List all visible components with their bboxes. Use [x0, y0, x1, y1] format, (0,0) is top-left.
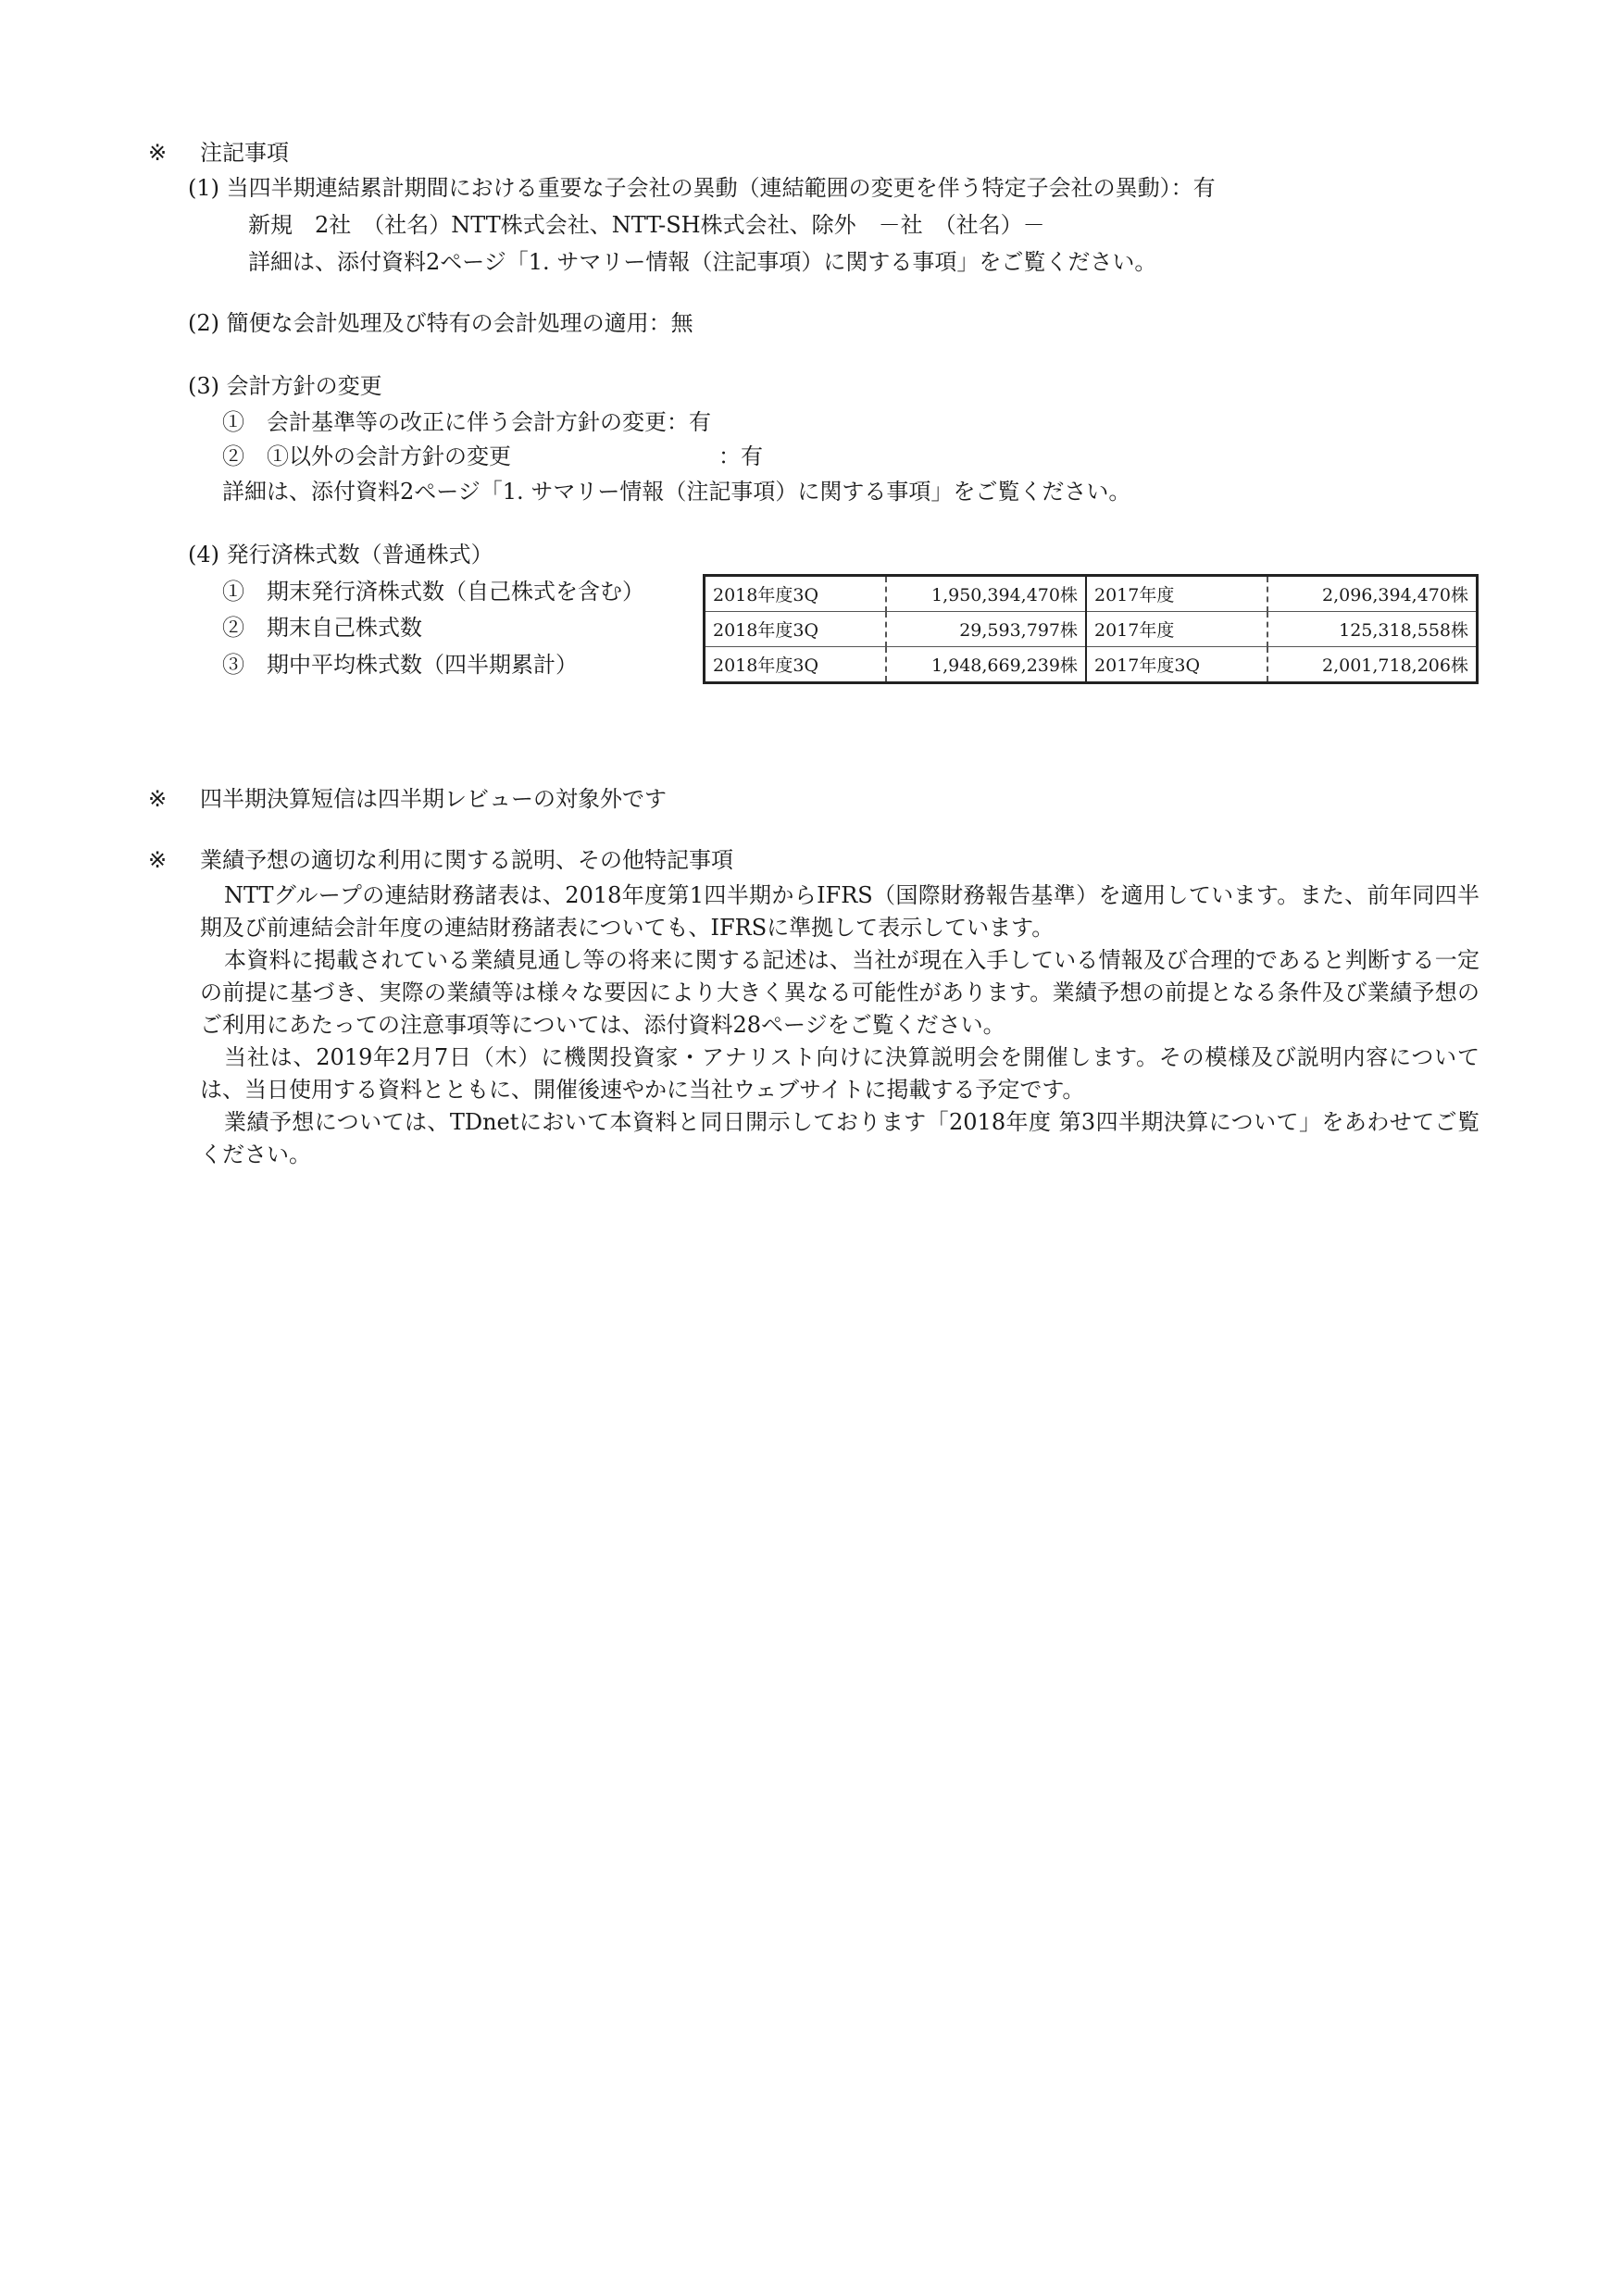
- period-cell: 2018年度3Q: [705, 647, 887, 683]
- item3-detail: 詳細は、添付資料2ページ「1. サマリー情報（注記事項）に関する事項」をご覧ください。: [222, 479, 1131, 505]
- prior-period-cell: 2017年度3Q: [1086, 647, 1267, 683]
- item1-new-line: 新規 2社 （社名）NTT株式会社、NTT-SH株式会社、除外 －社 （社名）－: [248, 212, 1045, 238]
- forecast-paragraph-4: 業績予想については、TDnetにおいて本資料と同日開示しております「2018年度 第3四半期決算について」をあわせてご覧ください。: [200, 1109, 1479, 1167]
- shares-table: [703, 574, 1479, 684]
- forecast-note-title: 業績予想の適切な利用に関する説明、その他特記事項: [200, 847, 733, 873]
- prior-period-cell: 2017年度: [1086, 576, 1267, 612]
- review-note-text: 四半期決算短信は四半期レビューの対象外です: [200, 786, 667, 812]
- prior-value-cell: 2,096,394,470株: [1267, 576, 1478, 612]
- item3-heading: (3) 会計方針の変更: [188, 373, 382, 399]
- forecast-note-mark: ※: [148, 847, 168, 873]
- item3-sub2-label: ② ①以外の会計方針の変更: [222, 443, 511, 469]
- item4-heading: (4) 発行済株式数（普通株式）: [188, 542, 493, 568]
- notes-title: 注記事項: [200, 140, 289, 166]
- item4-label-3: ③ 期中平均株式数（四半期累計）: [222, 652, 578, 678]
- item3-sub2-value: ：有: [718, 443, 763, 469]
- review-note-mark: ※: [148, 786, 168, 812]
- item2-heading: (2) 簡便な会計処理及び特有の会計処理の適用：無: [188, 310, 693, 336]
- value-cell: 1,950,394,470株: [886, 576, 1086, 612]
- table-row: [705, 647, 1478, 683]
- item1-detail: 詳細は、添付資料2ページ「1. サマリー情報（注記事項）に関する事項」をご覧ください。: [248, 249, 1157, 275]
- prior-period-cell: 2017年度: [1086, 612, 1267, 647]
- note-mark: ※: [148, 140, 168, 166]
- forecast-paragraphs: [200, 880, 1479, 1171]
- prior-value-cell: 125,318,558株: [1267, 612, 1478, 647]
- item3-sub1: ① 会計基準等の改正に伴う会計方針の変更：有: [222, 409, 711, 435]
- period-cell: 2018年度3Q: [705, 612, 887, 647]
- forecast-paragraph-3: 当社は、2019年2月7日（木）に機関投資家・アナリスト向けに決算説明会を開催します。その模様及び説明内容については、当日使用する資料とともに、開催後速やかに当社ウェブサイトに掲載する予定です。: [200, 1044, 1479, 1103]
- item4-label-2: ② 期末自己株式数: [222, 615, 422, 641]
- forecast-paragraph-2: 本資料に掲載されている業績見通し等の将来に関する記述は、当社が現在入手している情報及び合理的であると判断する一定の前提に基づき、実際の業績等は様々な要因により大きく異なる可能性があります。業績予想の前提となる条件及び業績予想のご利用にあたっての注意事項等については、添付資料28ページをご覧ください。: [200, 947, 1479, 1038]
- value-cell: 29,593,797株: [886, 612, 1086, 647]
- value-cell: 1,948,669,239株: [886, 647, 1086, 683]
- prior-value-cell: 2,001,718,206株: [1321, 655, 1468, 676]
- item1-heading: (1) 当四半期連結累計期間における重要な子会社の異動（連結範囲の変更を伴う特定子会社の異動）：有: [188, 175, 1216, 201]
- item4-label-1: ① 期末発行済株式数（自己株式を含む）: [222, 579, 644, 605]
- table-row: [705, 576, 1478, 612]
- forecast-paragraph-1: NTTグループの連結財務諸表は、2018年度第1四半期からIFRS（国際財務報告基準）を適用しています。また、前年同四半期及び前連結会計年度の連結財務諸表についても、IFRSに準拠して表示しています。: [200, 882, 1479, 941]
- table-row: [705, 612, 1478, 647]
- period-cell: 2018年度3Q: [705, 576, 887, 612]
